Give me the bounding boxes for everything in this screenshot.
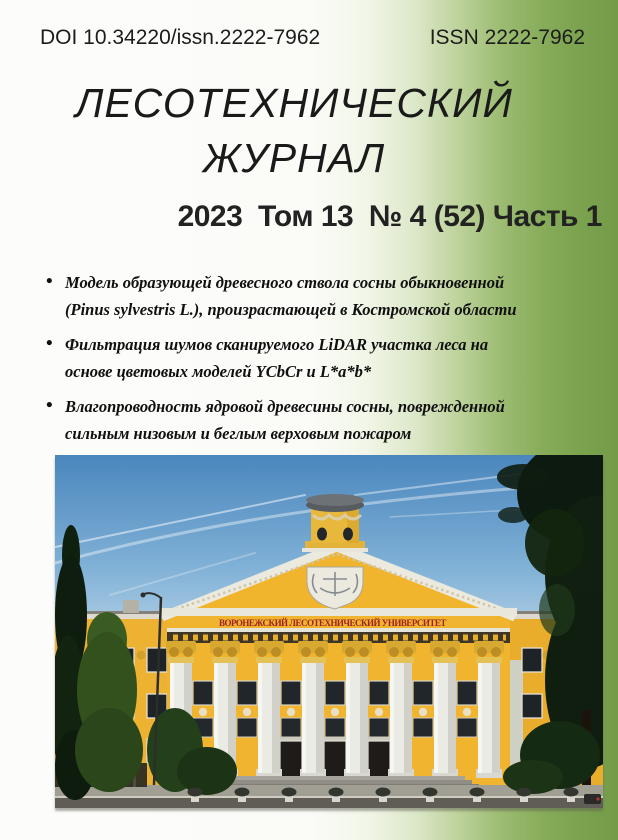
article-item — [46, 393, 528, 447]
university-building-photo — [55, 455, 603, 808]
entrance-doors — [269, 737, 401, 779]
issn-label: ISSN 2222-7962 — [429, 26, 585, 49]
rotunda-tower — [302, 494, 368, 552]
article-item — [46, 331, 528, 385]
chimney — [123, 600, 139, 613]
article-title: Влагопроводность ядровой древесины сосны, поврежденной сильным низовым и беглым верховым пожаром — [65, 397, 505, 443]
issue-info: 2023 Том 13 № 4 (52) Часть 1 — [177, 200, 602, 233]
identifier-bar — [0, 26, 618, 50]
article-title: Фильтрация шумов сканируемого LiDAR участка леса на основе цветовых моделей YCbCr и L*a*b* — [65, 335, 489, 381]
building-photo-art — [55, 455, 603, 808]
article-title: Модель образующей древесного ствола сосны обыкновенной (Pinus sylvestris L.), произрастающей в Костромской области — [65, 273, 517, 319]
article-item — [46, 269, 528, 323]
article-highlights-list — [46, 269, 528, 455]
facade-sign — [219, 618, 447, 628]
facade-sign-text: ВОРОНЕЖСКИЙ ЛЕСОТЕХНИЧЕСКИЙ УНИВЕРСИТЕТ — [219, 618, 447, 628]
car — [584, 794, 601, 804]
journal-title-line2: ЖУРНАЛ — [202, 135, 386, 181]
doi-label: DOI 10.34220/issn.2222-7962 — [40, 26, 321, 49]
journal-title — [0, 76, 588, 186]
journal-title-line1: ЛЕСОТЕХНИЧЕСКИЙ — [75, 80, 513, 126]
